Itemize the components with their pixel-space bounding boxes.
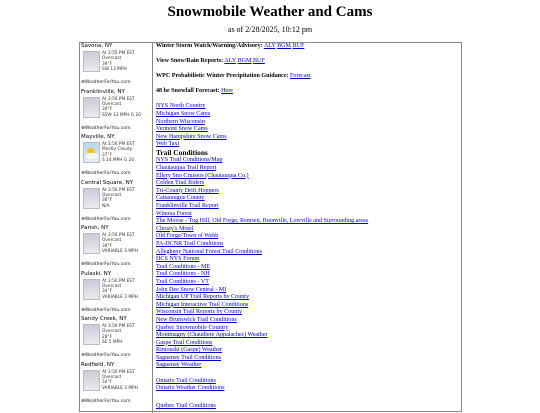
trail-condition-link[interactable]: Trail Conditions - ME: [156, 263, 211, 270]
station-line: 34°F: [102, 243, 113, 249]
station-line: VARIABLE 3 MPH: [102, 249, 138, 255]
view-link-aly[interactable]: ALY: [224, 58, 237, 65]
station-line: At 3:56 PM EST: [102, 96, 135, 102]
weatherforyou-link[interactable]: ⊕WeatherForYou.com: [81, 216, 131, 222]
trail-condition-link[interactable]: Old Forge/Town of Webb: [156, 233, 219, 240]
trail-condition-link[interactable]: Michigan UP Trail Reports by County: [156, 294, 250, 301]
station-city: Redfield, NY: [81, 361, 115, 368]
trail-condition-link[interactable]: John Dee Snow Central - MI: [156, 286, 227, 293]
cloud-icon: [83, 370, 100, 391]
station-city: Sandy Creek, NY: [81, 316, 127, 322]
wpc-forecast-link[interactable]: Forecast: [290, 73, 311, 80]
trail-condition-link[interactable]: HCS NYS Forum: [156, 256, 200, 263]
station-line: Overcast: [102, 238, 122, 244]
view-link-buf[interactable]: BUF: [252, 58, 265, 65]
station-line: Overcast: [102, 101, 122, 107]
station-line: SSW 13 MPH G 20: [102, 112, 141, 118]
main-content: [156, 43, 456, 410]
trail-condition-link[interactable]: Ellery Sno Cruisers (Chautauqua Co.): [156, 172, 249, 179]
trail-condition-link[interactable]: Christy's Motel: [156, 225, 194, 232]
trail-condition-link[interactable]: Saguenay Weather: [156, 362, 202, 369]
station-line: At 3:55 PM EST: [102, 51, 135, 56]
station-line: At 3:56 PM EST: [102, 187, 135, 193]
station-line: 28°F: [102, 334, 113, 340]
cloud-icon: [83, 51, 100, 72]
snowfall-link[interactable]: Here: [221, 88, 233, 95]
cloud-icon: [83, 188, 100, 209]
station-line: SW 13 MPH: [102, 67, 127, 73]
trail-condition-link[interactable]: Colden Trail Riders: [156, 180, 205, 187]
view-reports-row: [156, 58, 456, 66]
station-line: 36°F: [102, 198, 113, 204]
trail-condition-link[interactable]: Saguenay Trail Conditions: [156, 354, 222, 361]
trail-condition-link[interactable]: Trail Conditions - NH: [156, 271, 210, 278]
station-line: At 3:56 PM EST: [102, 142, 135, 147]
partly-cloudy-icon: [83, 142, 100, 163]
view-link-bgm[interactable]: BGM: [237, 58, 252, 65]
advisory-label: Winter Storm Watch/Warning/Advisory:: [156, 43, 263, 49]
weather-station: [80, 134, 152, 180]
station-line: 39°F: [102, 61, 113, 67]
station-line: Overcast: [102, 283, 122, 289]
ontario-link[interactable]: Ontario Weather Conditions: [156, 385, 225, 392]
trail-links: [156, 157, 456, 370]
trail-condition-link[interactable]: Trail Conditions - VT: [156, 278, 209, 285]
trail-condition-link[interactable]: Rimouski (Gaspe) Weather: [156, 347, 223, 354]
station-line: 34°F: [102, 289, 113, 295]
snow-cam-link[interactable]: Vermont Snow Cams: [156, 126, 208, 133]
trail-condition-link[interactable]: Quebec Snowmobile Country: [156, 324, 229, 331]
view-reports-label: View Snow/Rain Reports:: [156, 58, 224, 65]
weather-station: [80, 225, 152, 271]
trail-condition-link[interactable]: NYS Trail Conditions/Map: [156, 157, 223, 164]
trail-condition-link[interactable]: Allegheny National Forest Trail Conditions: [156, 248, 262, 255]
station-line: At 3:56 PM EST: [102, 278, 135, 284]
trail-conditions-header: Trail Conditions: [156, 147, 208, 157]
station-line: At 3:56 PM EST: [102, 233, 135, 238]
weather-station: [80, 362, 152, 408]
trail-condition-link[interactable]: The Moose - Tug Hill, Old Forge, Remsen, Boonville, Lowville and Surrounding areas: [156, 218, 369, 225]
advisory-link-buf[interactable]: BUF: [292, 43, 305, 49]
page-title: Snowmobile Weather and Cams: [167, 4, 373, 20]
station-line: N/A: [102, 203, 110, 209]
station-city: Mayville, NY: [81, 134, 115, 140]
advisory-link-bgm[interactable]: BGM: [277, 43, 291, 49]
weatherforyou-link[interactable]: ⊕WeatherForYou.com: [81, 262, 131, 267]
snow-cam-link[interactable]: Web Taxi: [156, 141, 180, 148]
trail-condition-link[interactable]: Tri-County Drift Hoppers: [156, 187, 219, 194]
weather-station: [80, 180, 152, 226]
weather-station: [80, 271, 152, 317]
trail-condition-link[interactable]: Gaspe Trail Conditions: [156, 339, 213, 346]
trail-condition-link[interactable]: Chautauqua Trail Report: [156, 165, 217, 172]
station-line: VARIABLE 3 MPH: [102, 294, 138, 300]
trail-condition-link[interactable]: Cattaraugus County: [156, 195, 205, 202]
station-line: Mostly Cloudy: [102, 147, 133, 153]
station-line: SE 5 MPH: [102, 340, 123, 346]
station-line: Overcast: [102, 56, 122, 62]
trail-condition-link[interactable]: New Brunswick Trail Conditions: [156, 316, 237, 323]
weatherforyou-link[interactable]: ⊕WeatherForYou.com: [81, 125, 131, 131]
station-city: Parish, NY: [81, 225, 109, 231]
cloud-icon: [83, 279, 100, 300]
station-line: Overcast: [102, 374, 122, 380]
station-city: Central Square, NY: [81, 179, 134, 186]
station-line: 37°F: [102, 152, 113, 158]
station-line: Overcast: [102, 192, 122, 198]
weather-sidebar: [80, 43, 153, 413]
ontario-link[interactable]: Ontario Trail Conditions: [156, 377, 216, 384]
quebec-trail-link[interactable]: Quebec Trail Conditions: [156, 402, 216, 409]
station-line: At 3:56 PM EST: [102, 324, 135, 329]
snowfall-row: [156, 88, 456, 96]
trail-condition-link[interactable]: PA-DCNR Trail Conditions: [156, 240, 224, 247]
weatherforyou-link[interactable]: ⊕WeatherForYou.com: [81, 80, 131, 85]
weatherforyou-link[interactable]: ⊕WeatherForYou.com: [81, 398, 131, 404]
weatherforyou-link[interactable]: ⊕WeatherForYou.com: [81, 353, 131, 358]
snow-cam-link[interactable]: Michigan Snow Cams: [156, 110, 211, 117]
station-line: 34°F: [102, 380, 113, 386]
snowfall-label: 48 hr Snowfall Forecast:: [156, 88, 220, 95]
cloud-icon: [83, 97, 100, 118]
weatherforyou-link[interactable]: ⊕WeatherForYou.com: [81, 307, 131, 313]
cloud-icon: [83, 324, 100, 345]
snow-cam-link[interactable]: NYS North Country: [156, 103, 206, 110]
trail-condition-link[interactable]: Franklinville Trail Report: [156, 203, 219, 209]
station-city: Savona, NY: [81, 43, 113, 49]
station-city: Pulaski, NY: [81, 270, 112, 277]
ontario-links: [156, 378, 456, 393]
snow-cam-link[interactable]: Northern Wisconsin: [156, 118, 205, 125]
advisory-row: [156, 43, 456, 51]
station-line: S 14 MPH G 20: [102, 158, 134, 164]
wpc-row: [156, 73, 456, 81]
snow-cam-link[interactable]: New Hampshire Snow Cams: [156, 133, 227, 140]
station-city: Franklinville, NY: [81, 88, 125, 95]
cam-links: [156, 103, 456, 149]
advisory-link-aly[interactable]: ALY: [263, 43, 276, 49]
trail-condition-link[interactable]: Wisconsin Trail Reports by County: [156, 309, 243, 316]
trail-condition-link[interactable]: Winona Forest: [156, 210, 192, 217]
weather-station: [80, 43, 152, 89]
station-line: Overcast: [102, 329, 122, 335]
weatherforyou-link[interactable]: ⊕WeatherForYou.com: [81, 171, 131, 176]
wpc-label: WPC Probabilistic Winter Precipitation Guidance:: [156, 73, 289, 80]
station-line: At 3:56 PM EST: [102, 369, 135, 375]
trail-condition-link[interactable]: Montmagny (Chaudiere Appalaches) Weather: [156, 332, 268, 339]
cloud-icon: [83, 233, 100, 254]
trail-condition-link[interactable]: Michigan Interactive Trail Conditions: [156, 301, 249, 308]
station-line: VARIABLE 3 MPH: [102, 385, 138, 391]
station-line: 34°F: [102, 107, 113, 113]
weather-station: [80, 316, 152, 362]
as-of-timestamp: as of 2/28/2025, 10:12 pm: [227, 25, 313, 34]
weather-station: [80, 89, 152, 135]
